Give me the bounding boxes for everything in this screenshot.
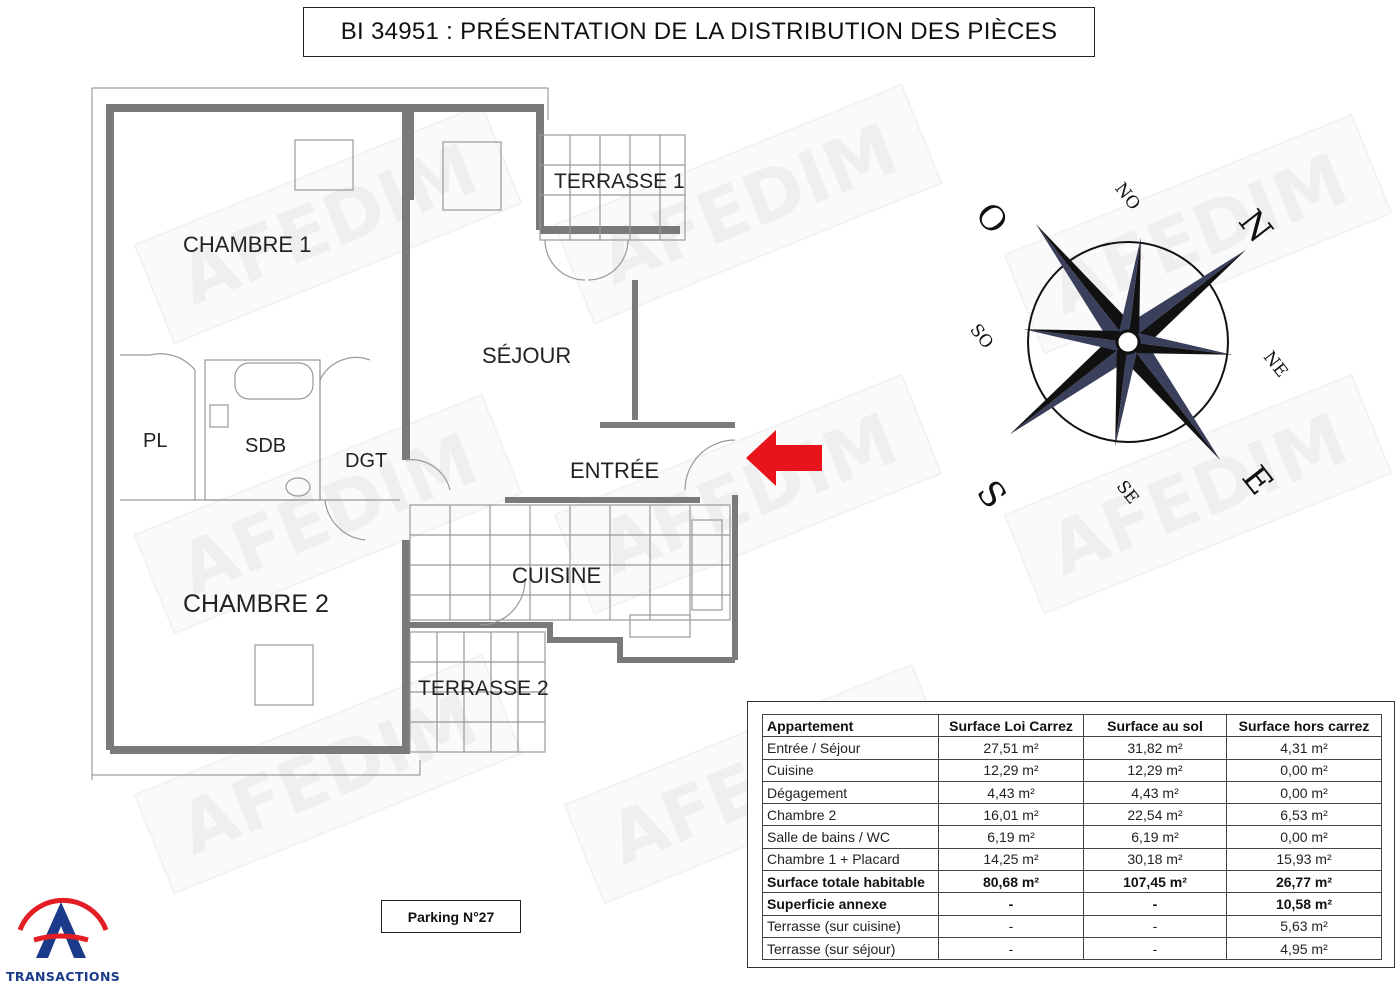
table-row	[763, 826, 1382, 848]
compass-rose	[960, 170, 1300, 510]
table-header: Surface au sol	[1084, 715, 1227, 737]
area-table-frame	[747, 701, 1395, 968]
room-label-sejour: SÉJOUR	[482, 343, 572, 368]
table-header: Surface hors carrez	[1227, 715, 1382, 737]
table-header-row	[763, 715, 1382, 737]
room-label-sdb: SDB	[245, 435, 287, 457]
room-label-terrasse-1: TERRASSE 1	[554, 170, 685, 193]
table-row	[763, 759, 1382, 781]
cell-sol: 4,43 m²	[1084, 781, 1227, 803]
cell-sol: -	[1084, 937, 1227, 959]
cell-sol: 22,54 m²	[1084, 804, 1227, 826]
room-label-cuisine: CUISINE	[512, 563, 602, 588]
cell-sol: -	[1084, 915, 1227, 937]
row-label: Chambre 2	[763, 804, 939, 826]
cell-hors: 0,00 m²	[1227, 781, 1382, 803]
room-label-pl: PL	[143, 430, 168, 452]
table-row-annexe	[763, 893, 1382, 915]
cell-hors: 6,53 m²	[1227, 804, 1382, 826]
cell-sol: 30,18 m²	[1084, 848, 1227, 870]
compass-s-label: S	[968, 473, 1015, 510]
cell-sol: -	[1084, 893, 1227, 915]
area-table	[762, 714, 1382, 960]
entrance-arrow-icon	[746, 430, 824, 486]
row-label: Dégagement	[763, 781, 939, 803]
cell-carrez: 6,19 m²	[939, 826, 1084, 848]
compass-rose-drawing	[960, 170, 1300, 510]
cell-sol: 6,19 m²	[1084, 826, 1227, 848]
compass-no-label: NO	[1110, 179, 1144, 215]
table-row	[763, 781, 1382, 803]
row-label: Cuisine	[763, 759, 939, 781]
table-row	[763, 804, 1382, 826]
cell-sol: 107,45 m²	[1084, 871, 1227, 893]
cell-hors: 15,93 m²	[1227, 848, 1382, 870]
page-title: BI 34951 : PRÉSENTATION DE LA DISTRIBUTION DES PIÈCES	[303, 7, 1095, 57]
row-label: Terrasse (sur séjour)	[763, 937, 939, 959]
cell-hors: 0,00 m²	[1227, 759, 1382, 781]
table-row	[763, 737, 1382, 759]
cell-sol: 12,29 m²	[1084, 759, 1227, 781]
cell-carrez: 27,51 m²	[939, 737, 1084, 759]
compass-e-label: E	[1233, 458, 1281, 503]
logo-text: TRANSACTIONS	[6, 969, 121, 984]
room-label-terrasse-2: TERRASSE 2	[418, 677, 549, 700]
table-row	[763, 915, 1382, 937]
cell-hors: 10,58 m²	[1227, 893, 1382, 915]
compass-n-label: N	[1230, 202, 1281, 251]
table-row	[763, 937, 1382, 959]
row-label: Surface totale habitable	[763, 871, 939, 893]
row-label: Entrée / Séjour	[763, 737, 939, 759]
room-label-chambre-1: CHAMBRE 1	[183, 232, 312, 257]
room-label-entree: ENTRÉE	[570, 458, 660, 483]
table-header: Appartement	[763, 715, 939, 737]
cell-hors: 26,77 m²	[1227, 871, 1382, 893]
cell-carrez: 80,68 m²	[939, 871, 1084, 893]
cell-hors: 5,63 m²	[1227, 915, 1382, 937]
cell-carrez: 4,43 m²	[939, 781, 1084, 803]
row-label: Superficie annexe	[763, 893, 939, 915]
room-label-dgt: DGT	[345, 450, 388, 472]
row-label: Terrasse (sur cuisine)	[763, 915, 939, 937]
row-label: Salle de bains / WC	[763, 826, 939, 848]
cell-carrez: 14,25 m²	[939, 848, 1084, 870]
cell-hors: 4,95 m²	[1227, 937, 1382, 959]
table-row-total	[763, 871, 1382, 893]
cell-carrez: -	[939, 915, 1084, 937]
parking-label: Parking N°27	[381, 900, 521, 933]
cell-hors: 0,00 m²	[1227, 826, 1382, 848]
cell-carrez: 16,01 m²	[939, 804, 1084, 826]
cell-carrez: -	[939, 893, 1084, 915]
floor-plan	[80, 80, 850, 800]
room-label-chambre-2: CHAMBRE 2	[183, 590, 329, 618]
compass-ne-label: NE	[1258, 347, 1292, 382]
row-label: Chambre 1 + Placard	[763, 848, 939, 870]
table-row	[763, 848, 1382, 870]
cell-carrez: 12,29 m²	[939, 759, 1084, 781]
compass-so-label: SO	[965, 320, 997, 353]
cell-hors: 4,31 m²	[1227, 737, 1382, 759]
table-header: Surface Loi Carrez	[939, 715, 1084, 737]
cell-sol: 31,82 m²	[1084, 737, 1227, 759]
compass-se-label: SE	[1111, 476, 1143, 509]
cell-carrez: -	[939, 937, 1084, 959]
compass-o-label: O	[966, 195, 1016, 242]
